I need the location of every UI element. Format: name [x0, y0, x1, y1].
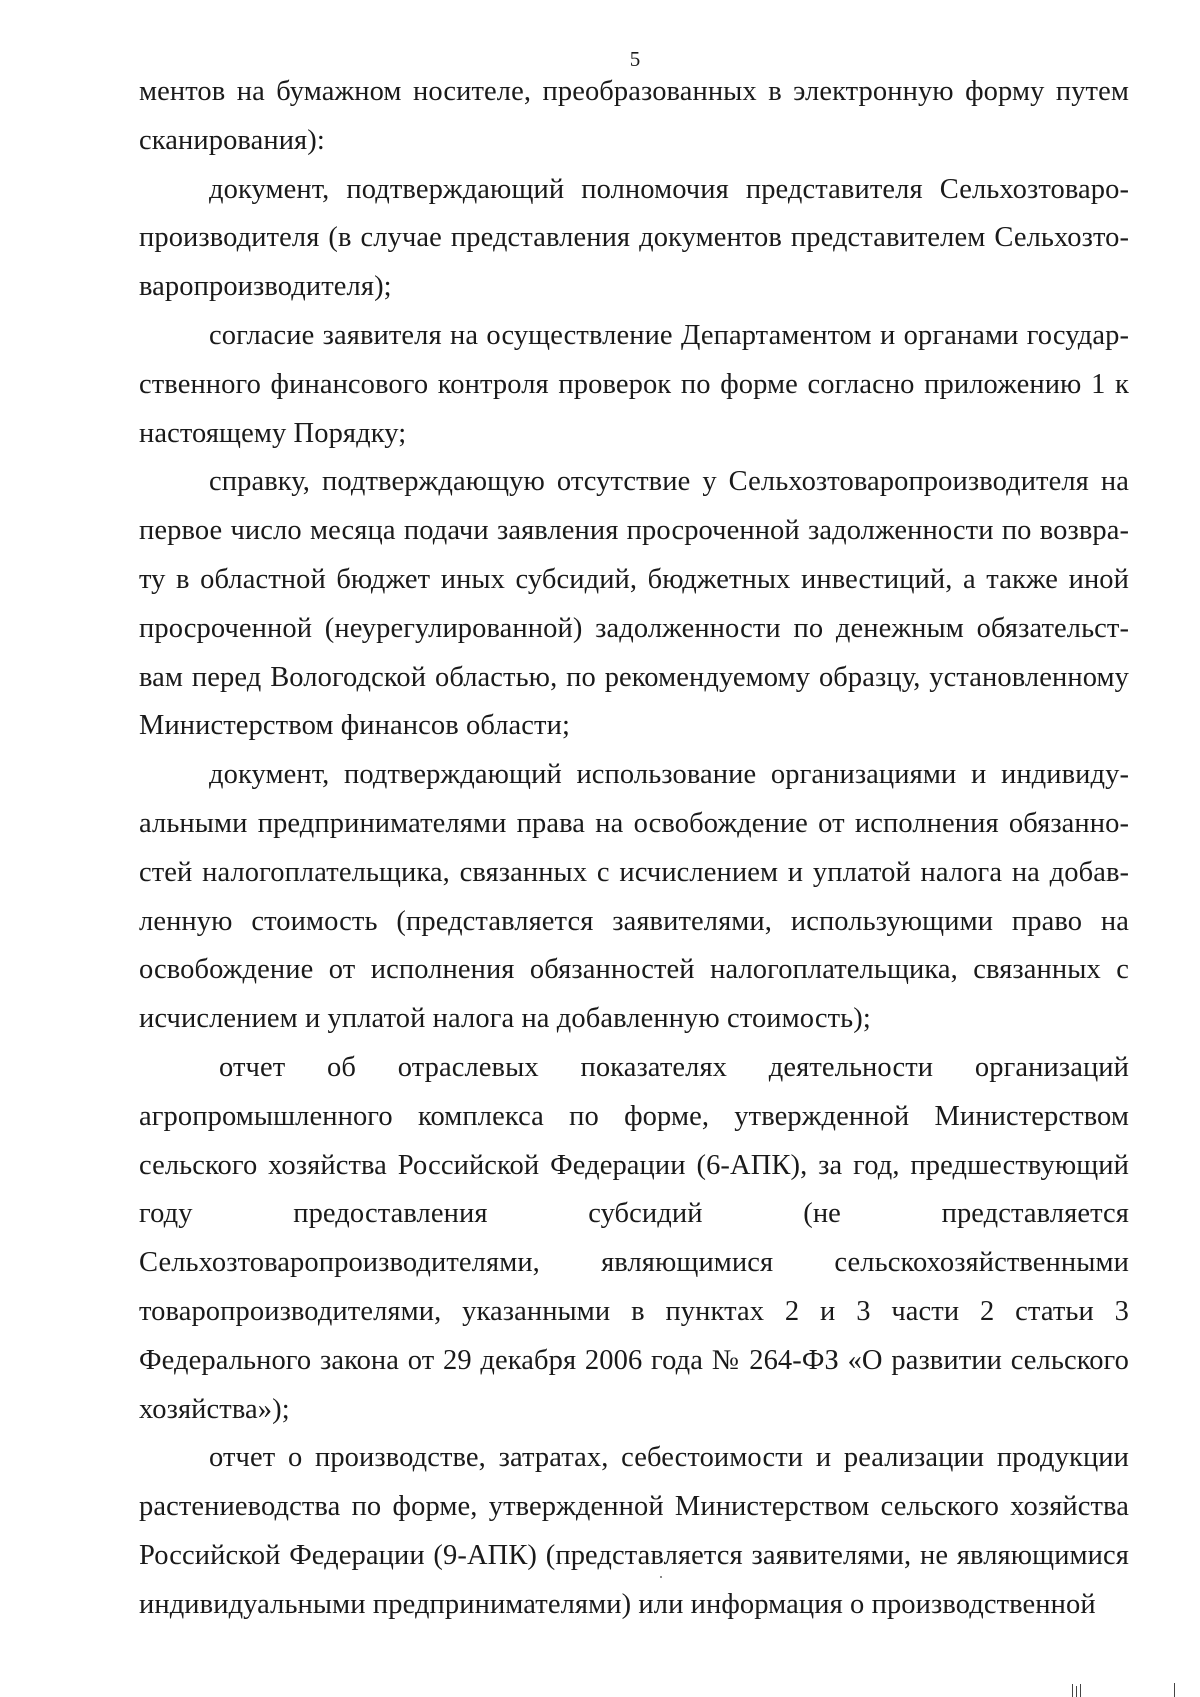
paragraph-representative-authority: документ, подтверждающий полномочия представителя Сельхозтоваропроизводителя (в случае представления документов представителем Сельхозтоваропроизводителя);	[139, 173, 1129, 303]
page-number: 5	[629, 47, 641, 71]
scan-artifact	[1076, 1686, 1077, 1697]
paragraph-continuation: ментов на бумажном носителе, преобразованных в электронную форму путем сканирования):	[139, 76, 1129, 156]
paragraph-no-debt-certificate: справку, подтверждающую отсутствие у Сельхозтоваропроизводителя на первое число месяца подачи заявления просроченной задолженности по возврату в областной бюджет иных субсидий, бюджетных инвестиций, а также иной просроченной (неурегулированной) задолженности по денежным обязательствам перед Вологодской областью, по рекомендуемому образцу, установленному Министерством финансов области;	[139, 466, 1129, 742]
paragraph-consent-inspections: согласие заявителя на осуществление Департаментом и органами государственного финансового контроля проверок по форме согласно приложению 1 к настоящему Порядку;	[139, 319, 1129, 449]
document-body	[139, 68, 1129, 1630]
paragraph-vat-exemption: документ, подтверждающий использование организациями и индивидуальными предпринимателями права на освобождение от исполнения обязанностей налогоплательщика, связанных с исчислением и уплатой налога на добавленную стоимость (представляется заявителями, использующими право на освобождение от исполнения обязанностей налогоплательщика, связанных с исчислением и уплатой налога на добавленную стоимость);	[139, 759, 1129, 1035]
scan-artifact	[1080, 1684, 1081, 1697]
paragraph-6-apk-report: отчет об отраслевых показателях деятельности организаций агропромышленного комплекса по форме, утвержденной Министерством сельского хозяйства Российской Федерации (6-АПК), за год, предшествующий году предоставления субсидий (не представляется Сельхозтоваропроизводителями, являющимися сельскохозяйственными товаропроизводителями, указанными в пунктах 2 и 3 части 2 статьи 3 Федерального закона от 29 декабря 2006 года № 264-ФЗ «О развитии сельского хозяйства»);	[139, 1051, 1129, 1425]
scan-artifact	[1072, 1684, 1073, 1697]
scan-artifact	[1174, 1683, 1175, 1697]
paragraph-9-apk-report: отчет о производстве, затратах, себестоимости и реализации продукции растениеводства по форме, утвержденной Министерством сельского хозяйства Российской Федерации (9-АПК) (представляется заявителями, не являющимися индивидуальными предпринимателями) или информация о производственной	[139, 1442, 1129, 1620]
scan-artifact	[660, 1576, 662, 1578]
